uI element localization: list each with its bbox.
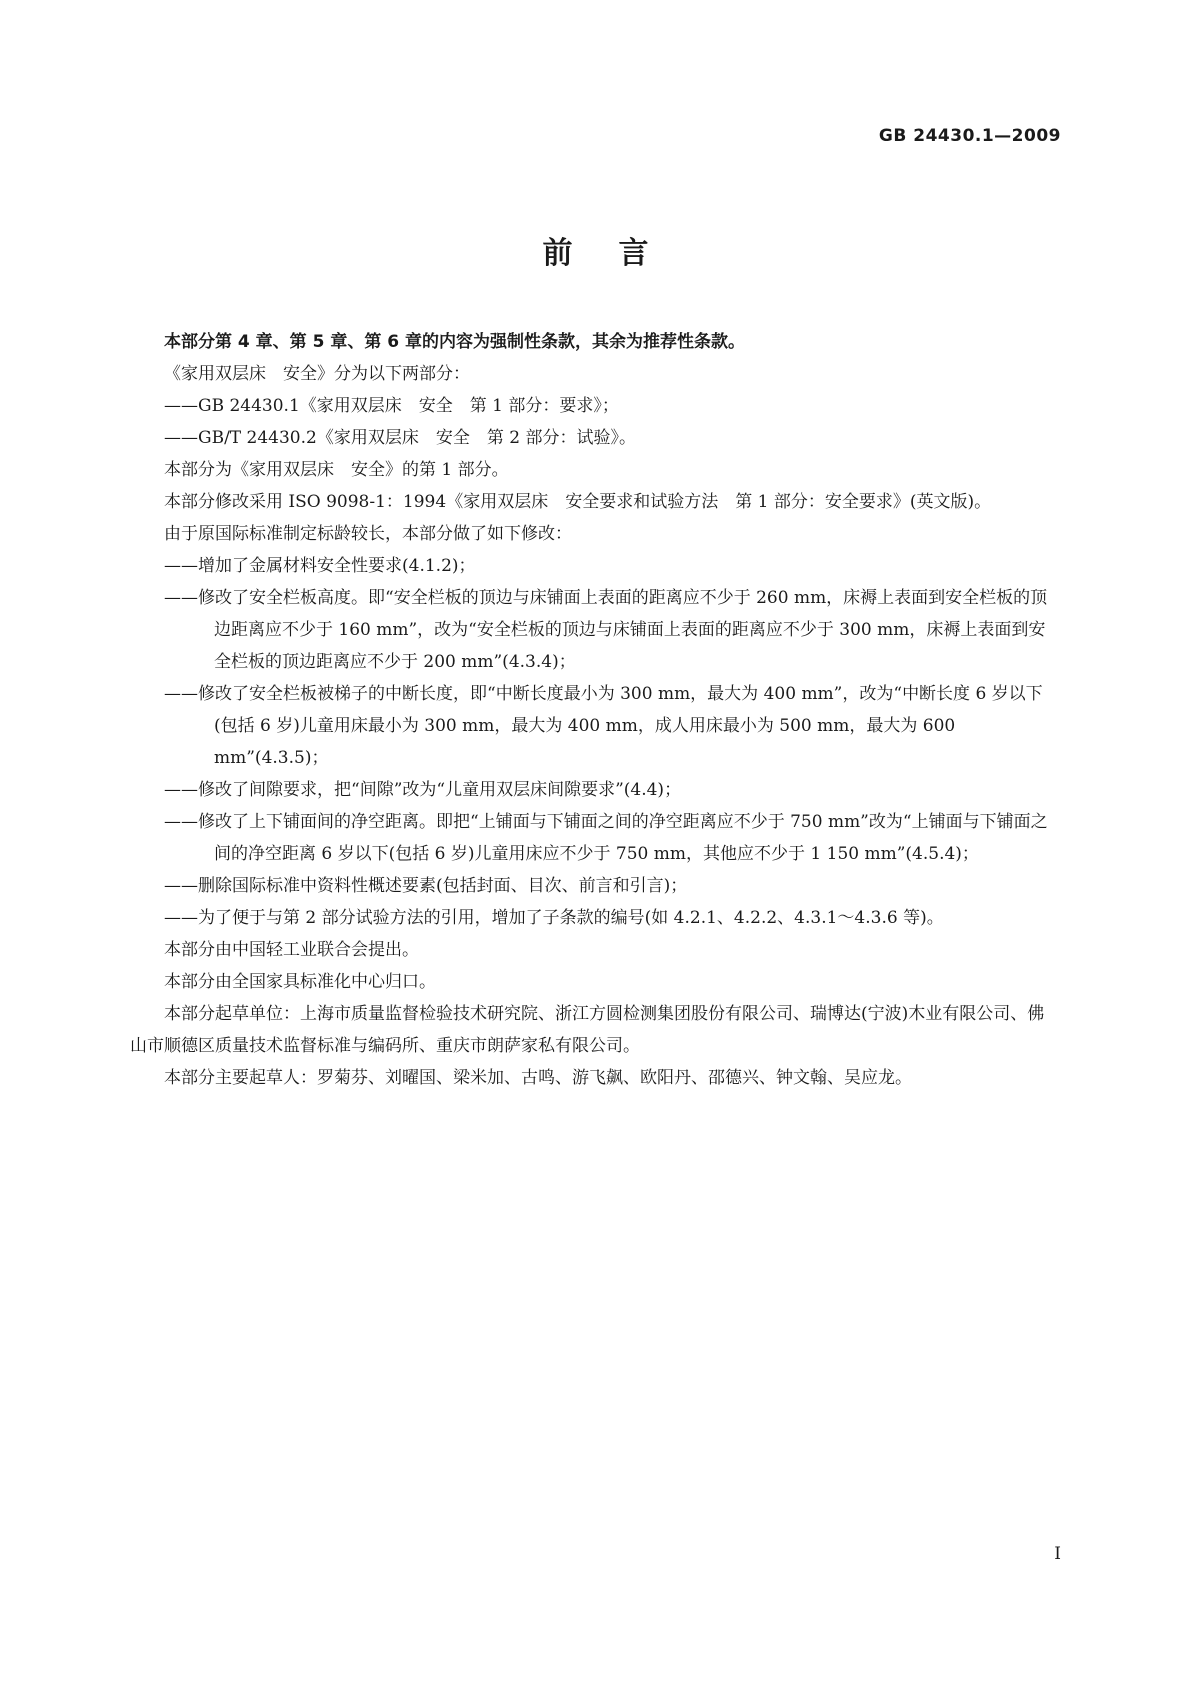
paragraph: ——GB/T 24430.2《家用双层床 安全 第 2 部分：试验》。 <box>164 428 636 448</box>
paragraph: 本部分由全国家具标准化中心归口。 <box>164 972 436 992</box>
page-title: 前言 <box>542 236 695 271</box>
paragraph: 由于原国际标准制定标龄较长，本部分做了如下修改： <box>164 524 572 544</box>
standard-number: GB 24430.1—2009 <box>878 126 1061 146</box>
list-item: ——删除国际标准中资料性概述要素(包括封面、目次、前言和引言)； <box>164 876 688 896</box>
paragraph: 《家用双层床 安全》分为以下两部分： <box>164 364 470 384</box>
paragraph: 本部分为《家用双层床 安全》的第 1 部分。 <box>164 460 509 480</box>
paragraph: 本部分修改采用 ISO 9098-1：1994《家用双层床 安全要求和试验方法 第 1 部分：安全要求》(英文版)。 <box>164 492 992 512</box>
mandatory-clause-statement: 本部分第 4 章、第 5 章、第 6 章的内容为强制性条款，其余为推荐性条款。 <box>164 332 745 352</box>
paragraph: 本部分主要起草人：罗菊芬、刘曜国、梁米加、古鸣、游飞飙、欧阳丹、邵德兴、钟文翰、吴应龙。 <box>164 1068 912 1088</box>
list-item: ——为了便于与第 2 部分试验方法的引用，增加了子条款的编号(如 4.2.1、4.2.2、4.3.1～4.3.6 等)。 <box>164 908 944 928</box>
list-item: ——修改了安全栏板高度。即“安全栏板的顶边与床铺面上表面的距离应不少于 260 mm，床褥上表面到安全栏板的顶边距离应不少于 160 mm”，改为“安全栏板的顶边与床铺面上表面的距离应不少于 300 mm，床褥上表面到安全栏板的顶边距离应不少于 200 mm”(4.3.4)； <box>164 588 1048 672</box>
paragraph: ——GB 24430.1《家用双层床 安全 第 1 部分：要求》； <box>164 396 619 416</box>
page-number: I <box>1054 1544 1061 1564</box>
list-item: ——修改了上下铺面间的净空距离。即把“上铺面与下铺面之间的净空距离应不少于 750 mm”改为“上铺面与下铺面之间的净空距离 6 岁以下(包括 6 岁)儿童用床应不少于 750 mm，其他应不少于 1 150 mm”(4.5.4)； <box>164 812 1048 864</box>
list-item: ——修改了安全栏板被梯子的中断长度，即“中断长度最小为 300 mm，最大为 400 mm”，改为“中断长度 6 岁以下(包括 6 岁)儿童用床最小为 300 mm，最大为 400 mm，成人用床最小为 500 mm，最大为 600 mm”(4.3.5)； <box>164 684 1043 768</box>
paragraph: 本部分由中国轻工业联合会提出。 <box>164 940 419 960</box>
list-item: ——修改了间隙要求，把“间隙”改为“儿童用双层床间隙要求”(4.4)； <box>164 780 682 800</box>
foreword-body <box>130 326 1058 1094</box>
paragraph: 本部分起草单位：上海市质量监督检验技术研究院、浙江方圆检测集团股份有限公司、瑞博达(宁波)木业有限公司、佛山市顺德区质量技术监督标准与编码所、重庆市朗萨家私有限公司。 <box>130 1004 1045 1056</box>
list-item: ——增加了金属材料安全性要求(4.1.2)； <box>164 556 476 576</box>
